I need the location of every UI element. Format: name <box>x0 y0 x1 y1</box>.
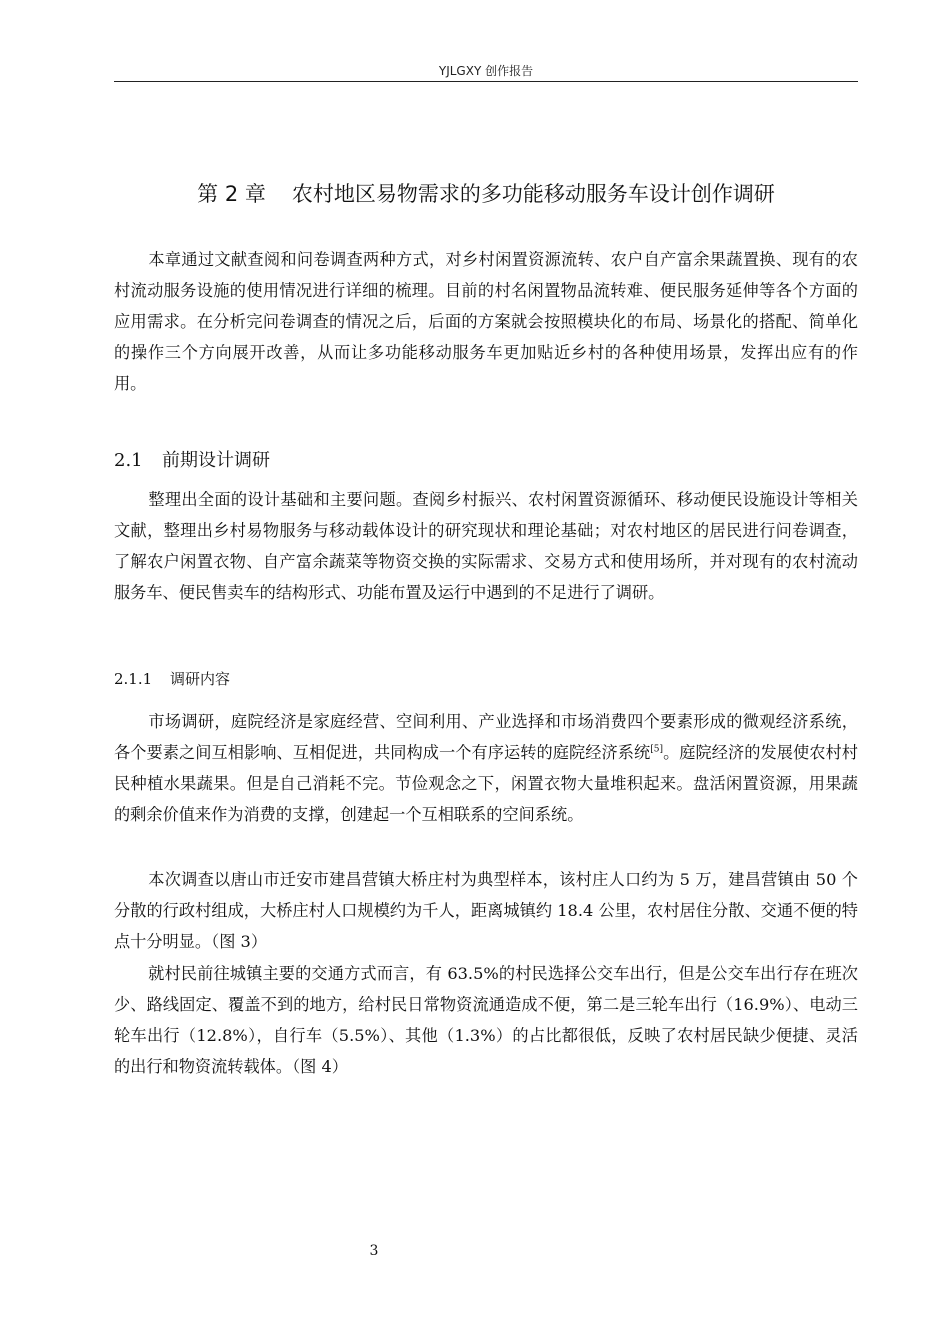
section-heading <box>114 446 270 472</box>
chapter-title <box>114 178 858 208</box>
intro-paragraph-text: 本章通过文献查阅和问卷调查两种方式，对乡村闲置资源流转、农户自产富余果蔬置换、现有的农村流动服务设施的使用情况进行详细的梳理。目前的村名闲置物品流转难、便民服务延伸等各个方面的应用需求。在分析完问卷调查的情况之后，后面的方案就会按照模块化的布局、场景化的搭配、简单化的操作三个方向展开改善，从而让多功能移动服务车更加贴近乡村的各种使用场景，发挥出应有的作用。 <box>114 250 858 393</box>
header-text: YJLGXY 创作报告 <box>438 64 534 78</box>
chapter-number: 第 2 章 <box>197 182 266 206</box>
section-number: 2.1 <box>114 450 143 471</box>
paragraph-3-text: 就村民前往城镇主要的交通方式而言，有 63.5%的村民选择公交车出行，但是公交车出行存在班次少、路线固定、覆盖不到的地方，给村民日常物资流通造成不便，第二是三轮车出行（16.9%）、电动三轮车出行（12.8%），自行车（5.5%）、其他（1.3%）的占比都很低，反映了农村居民缺少便捷、灵活的出行和物资流转载体。（图 4） <box>114 964 858 1076</box>
subsection-heading <box>114 668 230 689</box>
section-paragraph <box>114 484 858 608</box>
page-header <box>114 62 858 79</box>
page-number: 3 <box>369 1243 379 1259</box>
header-divider <box>114 81 858 82</box>
section-paragraph-text: 整理出全面的设计基础和主要问题。查阅乡村振兴、农村闲置资源循环、移动便民设施设计等相关文献，整理出乡村易物服务与移动载体设计的研究现状和理论基础；对农村地区的居民进行问卷调查，了解农户闲置衣物、自产富余蔬菜等物资交换的实际需求、交易方式和使用场所，并对现有的农村流动服务车、便民售卖车的结构形式、功能布置及运行中遇到的不足进行了调研。 <box>114 490 858 602</box>
paragraph-2-text: 本次调查以唐山市迁安市建昌营镇大桥庄村为典型样本，该村庄人口约为 5 万，建昌营镇由 50 个分散的行政村组成，大桥庄村人口规模约为千人，距离城镇约 18.4 公里，农村居住分散、交通不便的特点十分明显。（图 3） <box>114 870 858 951</box>
citation-marker: [5] <box>650 744 663 755</box>
subsection-paragraph-3 <box>114 958 858 1082</box>
paragraph-1-text-b: 。庭院经济的发展使农村村民种植水果蔬果。但是自己消耗不完。节俭观念之下，闲置衣物大量堆积起来。盘活闲置资源，用果蔬的剩余价值来作为消费的支撑，创建起一个互相联系的空间系统。 <box>114 743 858 824</box>
subsection-paragraph-1 <box>114 706 858 830</box>
intro-paragraph <box>114 244 858 399</box>
section-title: 前期设计调研 <box>162 450 270 471</box>
paragraph-1-text-a: 市场调研，庭院经济是家庭经营、空间利用、产业选择和市场消费四个要素形成的微观经济系统，各个要素之间互相影响、互相促进，共同构成一个有序运转的庭院经济系统 <box>114 712 858 762</box>
subsection-number: 2.1.1 <box>114 670 153 688</box>
chapter-title-text: 农村地区易物需求的多功能移动服务车设计创作调研 <box>291 182 775 206</box>
subsection-paragraph-2 <box>114 864 858 957</box>
subsection-title: 调研内容 <box>170 670 231 688</box>
